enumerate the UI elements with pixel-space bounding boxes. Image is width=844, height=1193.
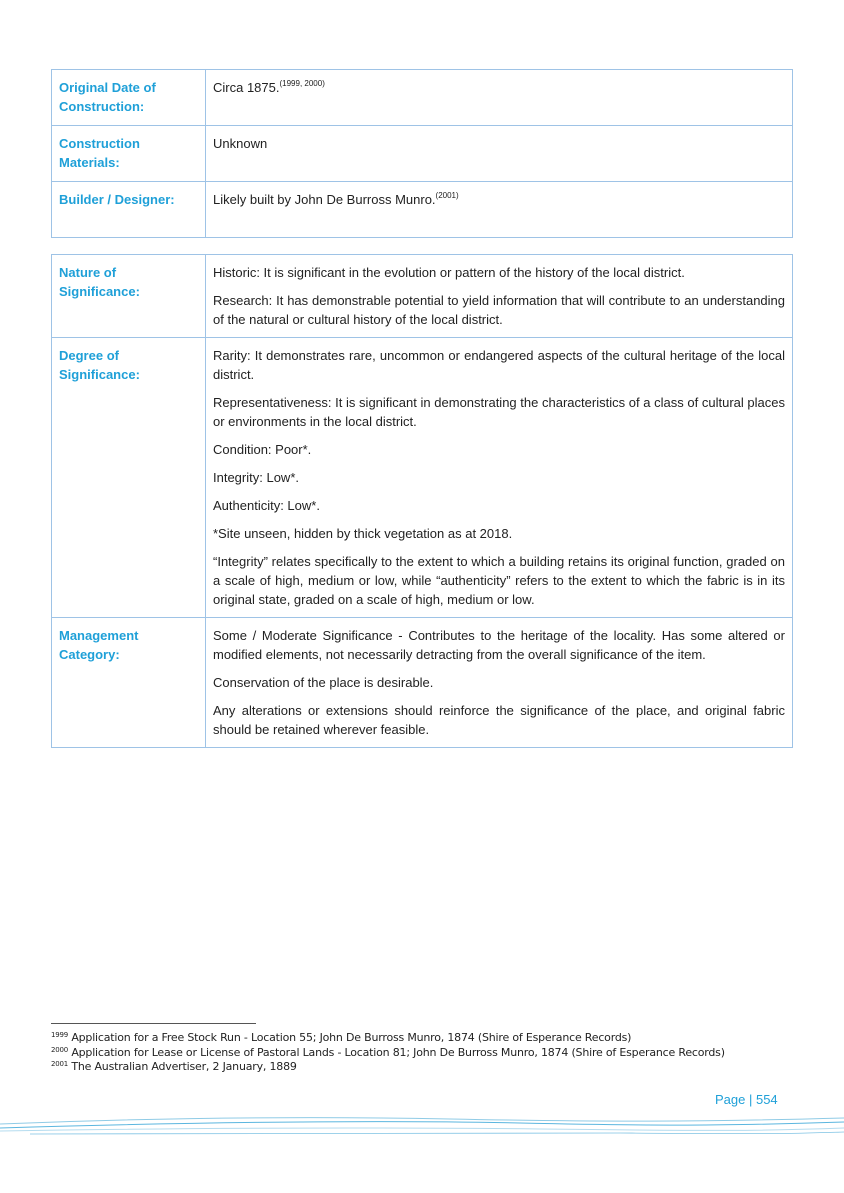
footnotes xyxy=(51,1031,725,1075)
builder-designer: Likely built by John De Burross Munro. xyxy=(213,192,436,207)
paragraph: Research: It has demonstrable potential to yield information that will contribute to an understanding of the natural or cultural history of the local district. xyxy=(213,293,785,327)
significance-table xyxy=(51,254,793,748)
footnote xyxy=(51,1046,725,1061)
footnote-ref: (1999, 2000) xyxy=(279,79,325,88)
decorative-wave-lines xyxy=(0,1110,844,1140)
management-label: Management Category: xyxy=(52,618,206,748)
row-label: Original Date of Construction: xyxy=(52,70,206,126)
paragraph: Historic: It is significant in the evolution or pattern of the history of the local district. xyxy=(213,265,685,280)
paragraph: Condition: Poor*. xyxy=(213,442,312,457)
footnote-number: 2000 xyxy=(51,1045,69,1054)
table-row xyxy=(52,618,793,748)
paragraph: Rarity: It demonstrates rare, uncommon or endangered aspects of the cultural heritage of the local district. xyxy=(213,348,785,382)
construction-materials: Unknown xyxy=(213,136,268,151)
footnote xyxy=(51,1031,725,1046)
paragraph: *Site unseen, hidden by thick vegetation as at 2018. xyxy=(213,526,513,541)
table-row xyxy=(52,126,793,182)
row-label: Construction Materials: xyxy=(52,126,206,182)
footnote-divider xyxy=(51,1023,256,1024)
construction-details-table xyxy=(51,69,793,238)
management-value xyxy=(206,618,793,748)
paragraph: Integrity: Low*. xyxy=(213,470,299,485)
paragraph: Any alterations or extensions should reinforce the significance of the place, and original fabric should be retained wherever feasible. xyxy=(213,703,785,737)
footnote-number: 2001 xyxy=(51,1060,69,1068)
footnote-ref: (2001) xyxy=(435,191,459,200)
table-row xyxy=(52,70,793,126)
paragraph: Some / Moderate Significance - Contributes to the heritage of the locality. Has some altered or modified elements, not necessarily detracting from the overall significance of the item. xyxy=(213,628,785,662)
row-value xyxy=(206,126,793,182)
nature-value xyxy=(206,255,793,338)
table-row xyxy=(52,338,793,618)
paragraph: Conservation of the place is desirable. xyxy=(213,675,434,690)
nature-label: Nature of Significance: xyxy=(52,255,206,338)
row-label: Builder / Designer: xyxy=(52,182,206,238)
footnote-number: 1999 xyxy=(51,1031,69,1039)
paragraph: “Integrity” relates specifically to the extent to which a building retains its original function, graded on a scale of high, medium or low, while “authenticity” refers to the extent to which the fabric is in its original state, graded on a scale of high, medium or low. xyxy=(213,554,785,607)
construction-date: Circa 1875. xyxy=(213,80,280,95)
footnote-text: Application for Lease or License of Pastoral Lands - Location 81; John De Burross Munro, 1874 (Shire of Esperance Records) xyxy=(71,1045,725,1059)
paragraph: Authenticity: Low*. xyxy=(213,498,320,513)
footnote-text: The Australian Advertiser, 2 January, 1889 xyxy=(71,1060,297,1073)
table-row xyxy=(52,182,793,238)
page-number: Page | 554 xyxy=(715,1092,778,1107)
degree-value xyxy=(206,338,793,618)
row-value xyxy=(206,70,793,126)
degree-label: Degree of Significance: xyxy=(52,338,206,618)
footnote-text: Application for a Free Stock Run - Location 55; John De Burross Munro, 1874 (Shire of Esperance Records) xyxy=(71,1031,632,1044)
row-value xyxy=(206,182,793,238)
table-row xyxy=(52,255,793,338)
footnote xyxy=(51,1060,725,1075)
paragraph: Representativeness: It is significant in demonstrating the characteristics of a class of cultural places or environments in the local district. xyxy=(213,395,785,429)
